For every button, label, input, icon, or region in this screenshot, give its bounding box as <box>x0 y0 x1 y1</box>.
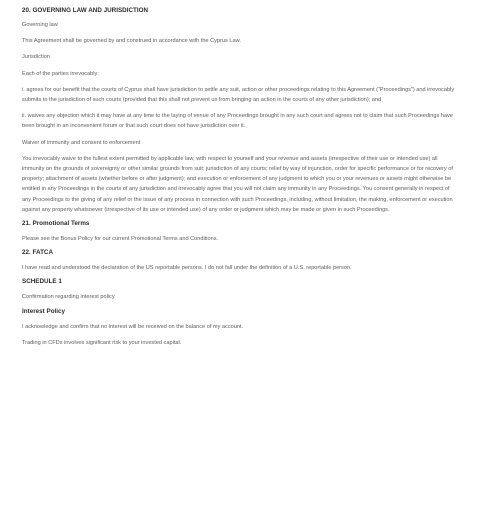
risk-warning-text: Trading in CFDs involves significant risk to your invested capital. <box>22 339 182 346</box>
section-20-heading: 20. GOVERNING LAW AND JURISDICTION <box>22 7 149 14</box>
governing-law-text: This Agreement shall be governed by and construed in accordance with the Cyprus Law. <box>22 38 241 45</box>
section-22-text: I have read and understood the declaration of the US reportable persons. I do not fall under the definition of a U.S. reportable person. <box>22 265 352 272</box>
clause-i: i. agrees for our benefit that the courts of Cyprus shall have jurisdiction to settle any suit, action or other proceedings relating to this Agreement (“Proceedings”) and irrevocably submits to the jurisdiction of such courts (provided that this shall not prevent us from bringing an action in the courts of any other jurisdiction); and <box>22 86 455 104</box>
clause-ii: ii. waives any objection which it may have at any time to the laying of venue of any Proceedings brought in any such court and agrees not to claim that such Proceedings have been brought in an inconvenient forum or that such court does not have jurisdiction over it. <box>22 113 453 130</box>
section-22-heading: 22. FATCA <box>22 249 54 257</box>
jurisdiction-intro: Each of the parties irrevocably: <box>22 70 99 77</box>
schedule-1-heading: SCHEDULE 1 <box>22 278 62 286</box>
section-21-heading: 21. Promotional Terms <box>22 220 90 228</box>
waiver-label: Waiver of immunity and consent to enforcement <box>22 139 141 146</box>
interest-policy-text: I acknowledge and confirm that no interest will be received on the balance of my account. <box>22 323 244 330</box>
jurisdiction-label: Jurisdiction <box>22 54 50 61</box>
governing-law-label: Governing law <box>22 22 58 28</box>
interest-policy-heading: Interest Policy <box>22 307 66 315</box>
waiver-text: You irrevocably waive to the fullest extent permitted by applicable law, with respect to yourself and your revenue and assets (irrespective of their use or intended use) all immunity on the grounds of sovereignty or other similar grounds from suit; jurisdiction of any courts; relief by way of injunction, order for specific performance or for recovery of property; attachment of assets (whether before or after judgment); and execution or enforcement of any judgment to which you or your revenues or assets might otherwise be entitled in any Proceedings in the courts of any jurisdiction and irrevocably agree that you will not claim any immunity in any Proceedings. You consent generally in respect of any Proceedings to the giving of any relief or the issue of any process in connection with such Proceedings, including, without limitation, the making, enforcement or execution against any property whatsoever (irrespective of its use or intended use) of any order or judgment which may be made or given in such Proceedings. <box>22 155 453 213</box>
schedule-1-text: Confirmation regarding interest policy <box>22 294 115 301</box>
section-21-text: Please see the Bonus Policy for our current Promotional Terms and Conditions. <box>22 236 219 243</box>
